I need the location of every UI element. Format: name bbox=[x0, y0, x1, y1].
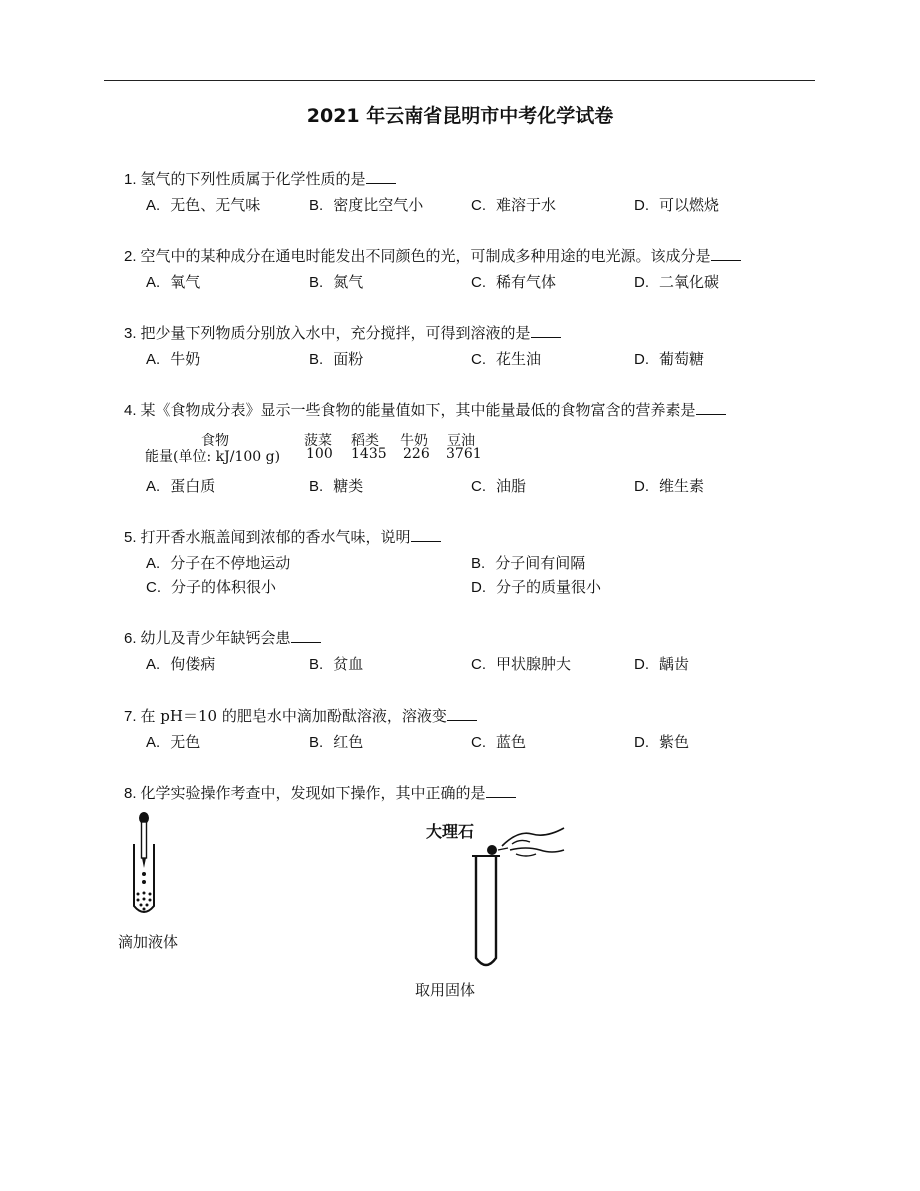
option-text: 分子在不停地运动 bbox=[170, 554, 291, 572]
question-text: 打开香水瓶盖闻到浓郁的香水气味，说明 bbox=[140, 528, 411, 546]
option-letter: D. bbox=[634, 351, 649, 368]
question-text: 某《食物成分表》显示一些食物的能量值如下，其中能量最低的食物富含的营养素是 bbox=[140, 401, 696, 419]
question-number: 3. bbox=[124, 325, 137, 342]
option-a[interactable] bbox=[146, 731, 200, 752]
question-number: 5. bbox=[124, 529, 137, 546]
option-b[interactable] bbox=[309, 731, 363, 752]
option-text: 无色、无气味 bbox=[170, 196, 261, 214]
option-letter: D. bbox=[634, 274, 649, 291]
table-cell: 1435 bbox=[351, 446, 387, 462]
option-a[interactable] bbox=[146, 475, 215, 496]
option-text: 无色 bbox=[170, 733, 201, 751]
table-header-food: 食物 bbox=[201, 433, 229, 449]
option-letter: B. bbox=[309, 734, 324, 751]
option-d[interactable] bbox=[634, 653, 689, 674]
question-number: 8. bbox=[124, 785, 137, 802]
option-letter: C. bbox=[471, 197, 486, 214]
option-letter: B. bbox=[309, 274, 324, 291]
question-number: 1. bbox=[124, 171, 137, 188]
option-c[interactable] bbox=[471, 653, 571, 674]
table-cell: 100 bbox=[306, 446, 333, 462]
option-text: 红色 bbox=[333, 733, 364, 751]
option-text: 分子间有间隔 bbox=[495, 554, 586, 572]
question-number: 7. bbox=[124, 708, 137, 725]
option-c[interactable] bbox=[471, 475, 526, 496]
option-text: 难溶于水 bbox=[496, 196, 557, 214]
option-letter: A. bbox=[146, 351, 161, 368]
option-text: 分子的质量很小 bbox=[496, 578, 602, 596]
answer-blank bbox=[447, 708, 477, 721]
question-8 bbox=[124, 782, 516, 803]
option-d[interactable] bbox=[471, 576, 601, 597]
answer-blank bbox=[486, 785, 516, 798]
option-letter: C. bbox=[146, 579, 161, 596]
option-text: 分子的体积很小 bbox=[171, 578, 277, 596]
option-text: 氮气 bbox=[333, 273, 364, 291]
question-text: 在 pH＝10 的肥皂水中滴加酚酞溶液，溶液变 bbox=[140, 707, 447, 725]
option-a[interactable] bbox=[146, 552, 290, 573]
option-letter: C. bbox=[471, 656, 486, 673]
option-letter: B. bbox=[471, 555, 486, 572]
table-header-milk: 牛奶 bbox=[400, 433, 428, 449]
option-a[interactable] bbox=[146, 653, 215, 674]
figure-label-marble: 大理石 bbox=[426, 822, 475, 841]
option-text: 密度比空气小 bbox=[333, 196, 424, 214]
option-letter: A. bbox=[146, 656, 161, 673]
question-6 bbox=[124, 627, 321, 648]
option-letter: A. bbox=[146, 555, 161, 572]
option-c[interactable] bbox=[471, 731, 526, 752]
option-letter: D. bbox=[634, 197, 649, 214]
figure-caption-dropping-liquid: 滴加液体 bbox=[118, 933, 179, 951]
table-row-label: 能量(单位: kJ/100 g) bbox=[145, 449, 281, 465]
option-letter: C. bbox=[471, 351, 486, 368]
option-text: 龋齿 bbox=[659, 655, 690, 673]
option-text: 稀有气体 bbox=[496, 273, 557, 291]
option-letter: A. bbox=[146, 274, 161, 291]
option-letter: D. bbox=[634, 478, 649, 495]
answer-blank bbox=[291, 630, 321, 643]
option-letter: B. bbox=[309, 656, 324, 673]
option-letter: C. bbox=[471, 734, 486, 751]
option-b[interactable] bbox=[309, 653, 363, 674]
option-letter: B. bbox=[309, 351, 324, 368]
option-b[interactable] bbox=[309, 475, 363, 496]
option-letter: D. bbox=[634, 656, 649, 673]
option-d[interactable] bbox=[634, 731, 689, 752]
option-text: 佝偻病 bbox=[170, 655, 216, 673]
question-text: 化学实验操作考查中，发现如下操作，其中正确的是 bbox=[140, 784, 486, 802]
option-text: 贫血 bbox=[333, 655, 364, 673]
option-text: 可以燃烧 bbox=[659, 196, 720, 214]
option-b[interactable] bbox=[471, 552, 585, 573]
answer-blank bbox=[411, 529, 441, 542]
question-5 bbox=[124, 526, 441, 547]
option-letter: D. bbox=[634, 734, 649, 751]
option-text: 二氧化碳 bbox=[659, 273, 720, 291]
dropper-test-tube-figure bbox=[120, 806, 180, 916]
question-number: 2. bbox=[124, 248, 137, 265]
question-number: 6. bbox=[124, 630, 137, 647]
option-letter: A. bbox=[146, 478, 161, 495]
option-text: 油脂 bbox=[496, 477, 527, 495]
option-text: 蛋白质 bbox=[170, 477, 216, 495]
option-letter: A. bbox=[146, 734, 161, 751]
option-text: 糖类 bbox=[333, 477, 364, 495]
solid-test-tube-figure bbox=[460, 820, 570, 970]
question-7 bbox=[124, 705, 477, 726]
option-text: 氧气 bbox=[170, 273, 201, 291]
option-d[interactable] bbox=[634, 475, 704, 496]
question-text: 把少量下列物质分别放入水中，充分搅拌，可得到溶液的是 bbox=[140, 324, 531, 342]
option-text: 牛奶 bbox=[170, 350, 201, 368]
option-text: 蓝色 bbox=[496, 733, 527, 751]
question-text: 幼儿及青少年缺钙会患 bbox=[140, 629, 291, 647]
question-number: 4. bbox=[124, 402, 137, 419]
question-text: 氢气的下列性质属于化学性质的是 bbox=[140, 170, 366, 188]
option-text: 花生油 bbox=[496, 350, 542, 368]
table-header-soybean-oil: 豆油 bbox=[447, 433, 475, 449]
table-cell: 226 bbox=[403, 446, 430, 462]
figure-caption-taking-solid: 取用固体 bbox=[415, 981, 476, 999]
option-letter: D. bbox=[471, 579, 486, 596]
option-text: 维生素 bbox=[659, 477, 705, 495]
table-header-spinach: 菠菜 bbox=[304, 433, 332, 449]
option-text: 甲状腺肿大 bbox=[496, 655, 572, 673]
question-text: 空气中的某种成分在通电时能发出不同颜色的光，可制成多种用途的电光源。该成分是 bbox=[140, 247, 711, 265]
option-c[interactable] bbox=[146, 576, 276, 597]
option-text: 葡萄糖 bbox=[659, 350, 705, 368]
option-text: 紫色 bbox=[659, 733, 690, 751]
option-letter: B. bbox=[309, 197, 324, 214]
option-text: 面粉 bbox=[333, 350, 364, 368]
table-header-rice: 稻类 bbox=[351, 433, 379, 449]
option-letter: C. bbox=[471, 274, 486, 291]
table-cell: 3761 bbox=[446, 446, 482, 462]
option-letter: A. bbox=[146, 197, 161, 214]
option-letter: C. bbox=[471, 478, 486, 495]
page-title: 2021 年云南省昆明市中考化学试卷 bbox=[306, 105, 614, 127]
option-letter: B. bbox=[309, 478, 324, 495]
